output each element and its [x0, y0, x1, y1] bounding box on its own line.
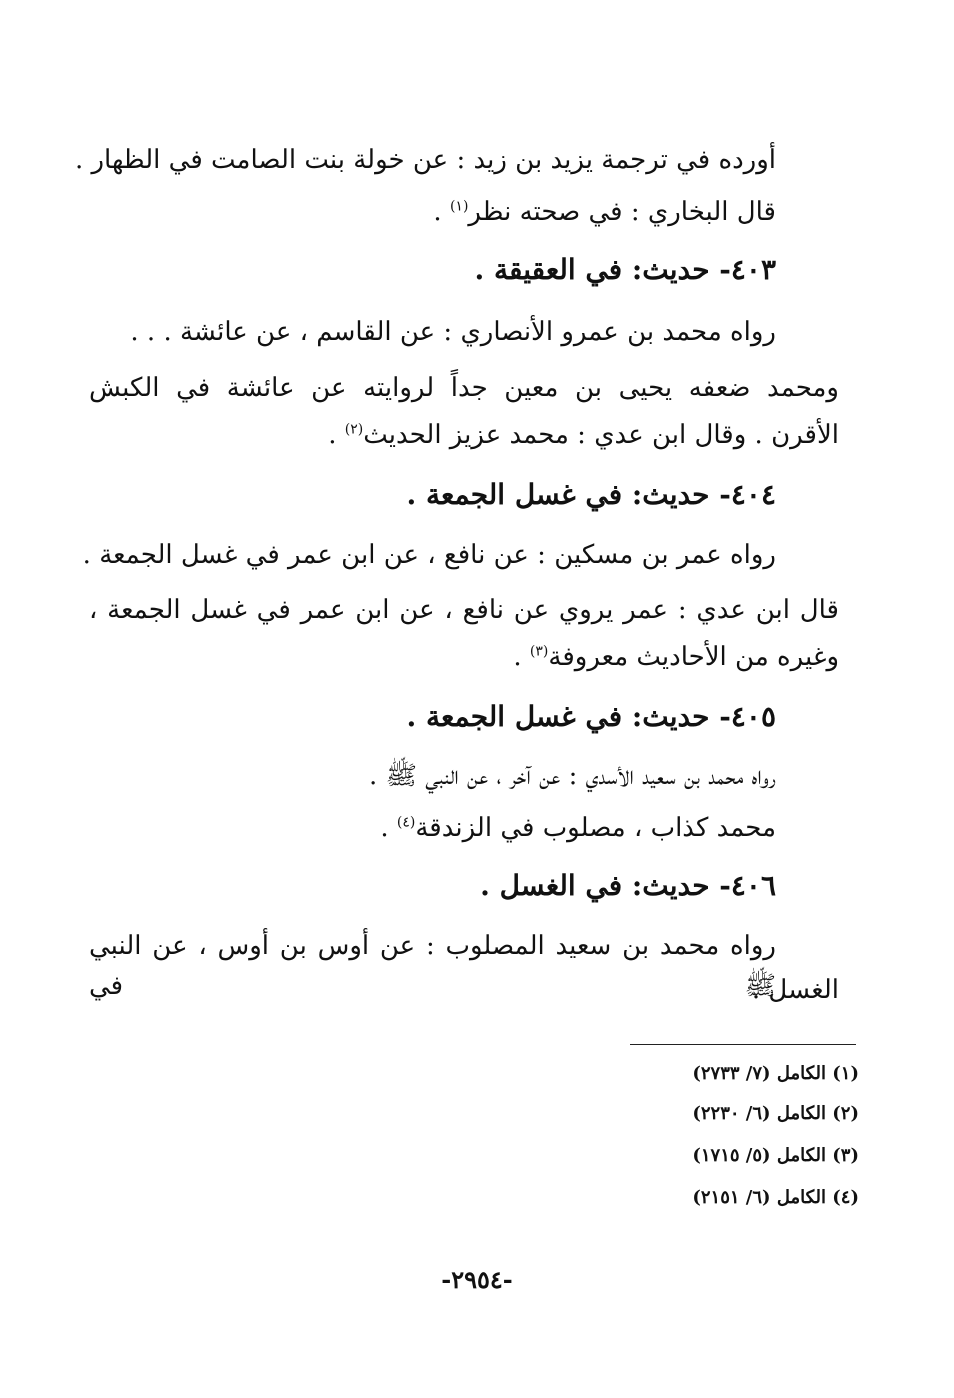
intro-line-2-text: قال البخاري : في صحته نظر — [468, 197, 776, 227]
entry-406-heading: ٤٠٦- حديث: في الغسل . — [480, 869, 776, 902]
entry-405-line-2 — [380, 808, 776, 848]
footnote-ref-4: (٤) — [396, 814, 416, 831]
footnote-3: (٣) الكامل (٥/ ١٧١٥) — [692, 1145, 859, 1166]
footnote-ref-3: (٣) — [529, 643, 549, 660]
entry-405-line-1: رواه محمد بن سعيد الأسدي : عن آخر ، عن النبي ﷺ . — [369, 761, 776, 791]
entry-403-line-3-text: الأقرن . وقال ابن عدي : محمد عزيز الحديث — [363, 420, 839, 450]
entry-403-line-3-end: . — [328, 420, 345, 450]
intro-line-1: أورده في ترجمة يزيد بن زيد : عن خولة بنت الصامت في الظهار . — [74, 145, 776, 175]
intro-line-2 — [433, 192, 776, 232]
footnote-ref-1: (١) — [449, 198, 469, 215]
entry-404-line-3-text: وغيره من الأحاديث معروفة — [548, 642, 839, 672]
page-number: -٢٩٥٤- — [441, 1265, 513, 1294]
entry-404-heading: ٤٠٤- حديث: في غسل الجمعة . — [406, 478, 776, 511]
entry-405-line-2-end: . — [380, 813, 397, 843]
entry-404-line-2: قال ابن عدي : عمر يروي عن نافع ، عن ابن عمر في غسل الجمعة ، — [89, 595, 839, 625]
entry-403-line-3 — [328, 415, 839, 455]
entry-406-line-2: الغسل . — [751, 975, 839, 1005]
footnote-4: (٤) الكامل (٦/ ٢١٥١) — [692, 1187, 859, 1208]
footnote-2: (٢) الكامل (٦/ ٢٢٣٠) — [692, 1103, 859, 1124]
entry-403-heading: ٤٠٣- حديث: في العقيقة . — [474, 253, 776, 286]
entry-405-line-2-text: محمد كذاب ، مصلوب في الزندقة — [415, 813, 776, 843]
intro-line-2-end: . — [433, 197, 450, 227]
footnote-ref-2: (٢) — [344, 421, 364, 438]
entry-406-line-1: رواه محمد بن سعيد المصلوب : عن أوس بن أوس ، عن النبي ﷺ في — [89, 931, 776, 1001]
entry-404-line-3-end: . — [513, 642, 530, 672]
footnote-1: (١) الكامل (٧/ ٢٧٣٣) — [692, 1063, 859, 1084]
footnote-separator — [630, 1044, 856, 1045]
entry-404-line-3 — [513, 637, 839, 677]
entry-405-heading: ٤٠٥- حديث: في غسل الجمعة . — [406, 700, 776, 733]
entry-404-line-1: رواه عمر بن مسكين : عن نافع ، عن ابن عمر في غسل الجمعة . — [82, 540, 776, 570]
entry-403-line-2: ومحمد ضعفه يحيى بن معين جداً لروايته عن عائشة في الكبش — [89, 373, 839, 403]
entry-403-line-1: رواه محمد بن عمرو الأنصاري : عن القاسم ، عن عائشة . . . — [130, 317, 776, 347]
